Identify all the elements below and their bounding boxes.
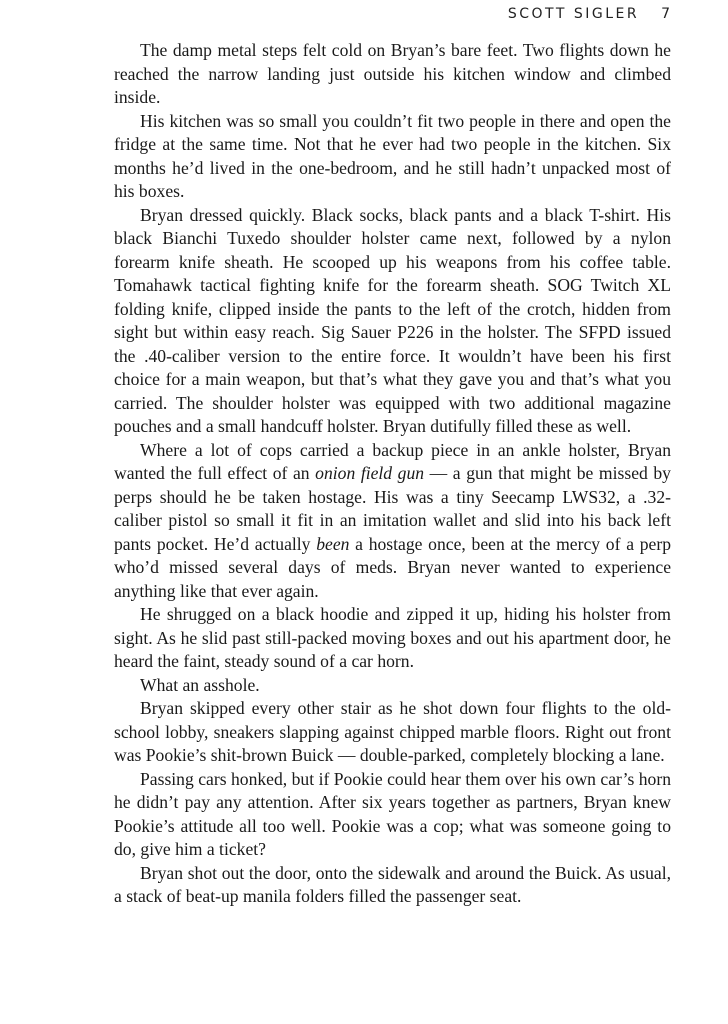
italic-phrase: onion field gun xyxy=(315,463,425,483)
paragraph: Bryan dressed quickly. Black socks, black pants and a black T-shirt. His black Bianchi Tuxedo shoulder holster came next, followed by a nylon forearm knife sheath. He scooped up his weapons from his coffee table. Tomahawk tactical fighting knife for the forearm sheath. SOG Twitch XL folding knife, clipped inside the pants to the left of the crotch, hidden from sight but within easy reach. Sig Sauer P226 in the holster. The SFPD issued the .40-caliber version to the entire force. It wouldn’t have been his first choice for a main weapon, but that’s what they gave you and that’s what you carried. The shoulder holster was equipped with two additional magazine pouches and a small handcuff holster. Bryan dutifully filled these as well. xyxy=(114,204,671,436)
paragraph: He shrugged on a black hoodie and zipped it up, hiding his holster from sight. As he slid past still-packed moving boxes and out his apartment door, he heard the faint, steady sound of a car horn. xyxy=(114,604,671,671)
paragraph: His kitchen was so small you couldn’t fit two people in there and open the fridge at the same time. Not that he ever had two people in the kitchen. Six months he’d lived in the one-bedroom, and he still hadn’t unpacked most of his boxes. xyxy=(114,110,671,201)
page-number: 7 xyxy=(661,6,670,22)
paragraph: What an asshole. xyxy=(140,674,260,695)
running-head xyxy=(508,6,670,22)
author-name: SCOTT SIGLER xyxy=(507,6,640,22)
paragraph: The damp metal steps felt cold on Bryan’s bare feet. Two flights down he reached the narrow landing just outside his kitchen window and climbed inside. xyxy=(114,40,671,107)
body-text xyxy=(114,39,671,909)
paragraph xyxy=(114,439,671,604)
italic-phrase: been xyxy=(316,533,350,554)
paragraph: Bryan shot out the door, onto the sidewalk and around the Buick. As usual, a stack of beat-up manila folders filled the passenger seat. xyxy=(114,862,671,906)
paragraph-text: Where a lot of cops carried a backup piece in an ankle holster, Bryan wanted the full effect of an xyxy=(114,439,671,483)
paragraph: Passing cars honked, but if Pookie could hear them over his own car’s horn he didn’t pay any attention. After six years together as partners, Bryan knew Pookie’s attitude all too well. Pookie was a cop; what was someone going to do, give him a ticket? xyxy=(114,768,671,859)
paragraph-text: a hostage once, been at the mercy of a perp who’d missed several days of meds. Bryan never wanted to experience anything like that ever again. xyxy=(114,533,671,601)
paragraph-text: — a gun that might be missed by perps should he be taken hostage. His was a tiny Seecamp LWS32, a .32-caliber pistol so small it fit in an imitation wallet and slid into his back left pants pocket. He’d actually xyxy=(114,463,671,554)
paragraph: Bryan skipped every other stair as he shot down four flights to the old-school lobby, sneakers slapping against chipped marble floors. Right out front was Pookie’s shit-brown Buick — double-parked, completely blocking a lane. xyxy=(114,698,671,765)
